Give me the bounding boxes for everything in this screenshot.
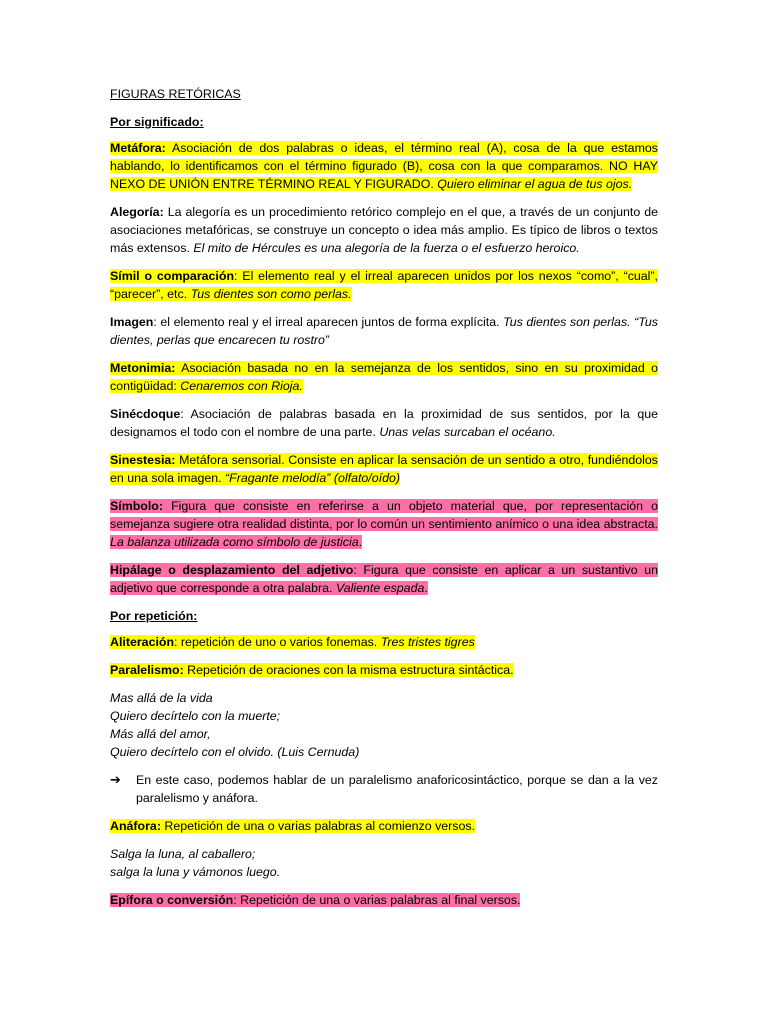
tail-hipalage: . — [424, 581, 428, 595]
tail-simbolo: . — [358, 535, 363, 549]
example-simil: Tus dientes son como perlas. — [190, 287, 352, 301]
poem-line: salga la luna y vámonos luego. — [110, 865, 281, 879]
entry-metonimia — [110, 359, 658, 395]
entry-sinecdoque — [110, 405, 658, 441]
example-aliteracion: Tres tristes tigres — [380, 635, 475, 649]
def-sinestesia: Metáfora sensorial. Consiste en aplicar la sensación de un sentido a otro, fundiéndolos en una sola imagen. — [110, 453, 658, 485]
def-epifora: : Repetición de una o varias palabras al final versos. — [233, 893, 521, 907]
def-simil: : El elemento real y el irreal aparecen unidos por los nexos “como”, “cual”, “parecer”, etc. — [110, 269, 659, 301]
term-aliteracion: Aliteración — [110, 635, 175, 649]
term-metafora: Metáfora: — [110, 141, 166, 155]
entry-simbolo — [110, 497, 658, 551]
poem-luna — [110, 845, 658, 881]
term-sinecdoque: Sinécdoque — [110, 407, 181, 421]
term-alegoria: Alegoría: — [110, 205, 164, 219]
def-metafora: Asociación de dos palabras o ideas, el término real (A), cosa de la que estamos hablando, lo identificamos con el término figurado (B), cosa con la que comparamos. NO HAY NEXO DE UNIÓN ENTRE TÉRMINO REAL Y FIGURADO. — [110, 141, 658, 191]
poem-line: Quiero decírtelo con el olvido. (Luis Cernuda) — [110, 745, 360, 759]
term-anafora: Anáfora: — [110, 819, 161, 833]
section-heading-significado: Por significado: — [110, 115, 204, 129]
term-sinestesia: Sinestesia: — [110, 453, 176, 467]
def-anafora: Repetición de una o varias palabras al comienzo versos. — [160, 819, 476, 833]
def-imagen: : el elemento real y el irreal aparecen juntos de forma explícita. — [153, 315, 504, 329]
example-imagen: Tus dientes son perlas. “Tus dientes, perlas que encarecen tu rostro” — [110, 315, 658, 347]
def-paralelismo: Repetición de oraciones con la misma estructura sintáctica. — [183, 663, 514, 677]
term-epifora: Epífora o conversión — [110, 893, 234, 907]
def-metonimia: Asociación basada no en la semejanza de los sentidos, sino en su proximidad o contigüidad: — [110, 361, 658, 393]
entry-hipalage — [110, 561, 658, 597]
poem-line: Quiero decírtelo con la muerte; — [110, 709, 281, 723]
entry-paralelismo — [110, 661, 658, 679]
term-imagen: Imagen — [110, 315, 154, 329]
entry-sinestesia — [110, 451, 658, 487]
example-sinecdoque: Unas velas surcaban el océano. — [379, 425, 556, 439]
arrow-right-icon: ➔ — [110, 772, 121, 787]
document-title: FIGURAS RETÓRICAS — [110, 87, 241, 101]
example-hipalage: Valiente espada — [335, 581, 425, 595]
entry-simil — [110, 267, 658, 303]
entry-anafora — [110, 817, 658, 835]
entry-aliteracion — [110, 633, 658, 651]
note-paralelismo — [110, 771, 658, 807]
def-aliteracion: : repetición de uno o varios fonemas. — [174, 635, 381, 649]
poem-line: Más allá del amor, — [110, 727, 211, 741]
term-hipalage: Hipálage o desplazamiento del adjetivo — [110, 563, 354, 577]
def-alegoria: La alegoría es un procedimiento retórico complejo en el que, a través de un conjunto de asociaciones metafóricas, se construye un concepto o idea más amplio. Es típico de libros o textos más extensos. — [110, 205, 658, 255]
poem-cernuda — [110, 689, 658, 761]
example-metonimia: Cenaremos con Rioja. — [180, 379, 303, 393]
example-alegoria: El mito de Hércules es una alegoría de la fuerza o el esfuerzo heroico. — [193, 241, 580, 255]
note-text: En este caso, podemos hablar de un paralelismo anaforicosintáctico, porque se dan a la vez paralelismo y anáfora. — [136, 773, 658, 805]
poem-line: Mas allá de la vida — [110, 691, 213, 705]
term-paralelismo: Paralelismo: — [110, 663, 184, 677]
term-simil: Símil o comparación — [110, 269, 235, 283]
example-simbolo: La balanza utilizada como símbolo de justicia — [110, 535, 359, 549]
entry-epifora — [110, 891, 658, 909]
poem-line: Salga la luna, al caballero; — [110, 847, 256, 861]
section-heading-repeticion: Por repetición: — [110, 609, 198, 623]
example-metafora: Quiero eliminar el agua de tus ojos. — [437, 177, 633, 191]
def-sinecdoque: : Asociación de palabras basada en la proximidad de sus sentidos, por la que designamos el todo con el nombre de una parte. — [110, 407, 658, 439]
def-simbolo: Figura que consiste en referirse a un objeto material que, por representación o semejanza sugiere otra realidad distinta, por lo común un sentimiento anímico o una idea abstracta. — [110, 499, 658, 531]
example-sinestesia: “Fragante melodía” (olfato/oído) — [225, 471, 400, 485]
entry-metafora — [110, 139, 658, 193]
term-metonimia: Metonimia: — [110, 361, 176, 375]
entry-imagen — [110, 313, 658, 349]
entry-alegoria — [110, 203, 658, 257]
term-simbolo: Símbolo: — [110, 499, 163, 513]
def-hipalage: : Figura que consiste en aplicar a un sustantivo un adjetivo que corresponde a otra palabra. — [110, 563, 658, 595]
